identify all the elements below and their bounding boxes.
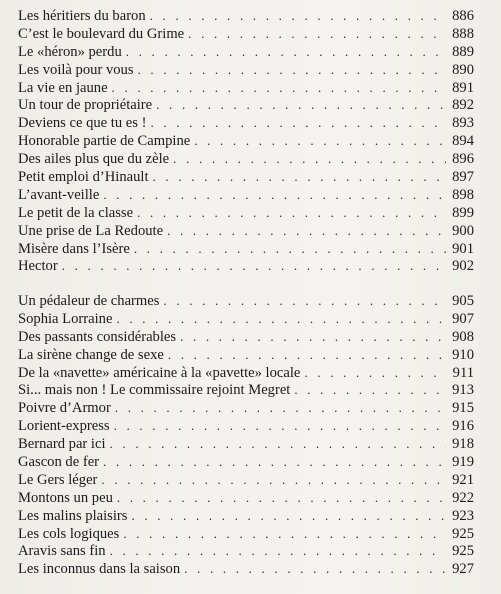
dot-leader [115, 399, 446, 417]
dot-leader [150, 114, 446, 132]
toc-entry [18, 560, 474, 578]
toc-entry-title: Honorable partie de Campine [18, 133, 191, 150]
toc-entry [18, 328, 474, 346]
toc-entry-page-number: 898 [452, 186, 474, 203]
dot-leader [131, 507, 446, 525]
toc-entry-page-number: 911 [452, 364, 474, 381]
toc-entry [18, 114, 474, 132]
dot-leader [103, 453, 446, 471]
toc-entry-title: Une prise de La Redoute [18, 222, 164, 239]
toc-entry-title: Les voilà pour vous [18, 61, 134, 78]
dot-leader [184, 560, 446, 578]
toc-entry-page-number: 910 [452, 346, 474, 363]
toc-entry-page-number: 894 [452, 133, 474, 150]
toc-entry-page-number: 900 [452, 222, 474, 239]
toc-entry-page-number: 890 [452, 61, 474, 78]
dot-leader [114, 417, 446, 435]
dot-leader [110, 435, 446, 453]
toc-entry [18, 489, 474, 507]
toc-entry-page-number: 918 [452, 436, 474, 453]
dot-leader [62, 257, 446, 275]
toc-entry [18, 240, 474, 258]
toc-entry [18, 132, 474, 150]
toc-entry [18, 204, 474, 222]
toc-entry-page-number: 916 [452, 418, 474, 435]
toc-entry-page-number: 913 [452, 382, 474, 399]
toc-entry [18, 542, 474, 560]
dot-leader [123, 525, 446, 543]
toc-entry-page-number: 892 [452, 97, 474, 114]
toc-entry-title: De la «navette» américaine à la «pavette» locale [18, 364, 301, 381]
toc-entry-title: Misère dans l’Isère [18, 240, 130, 257]
dot-leader [173, 150, 446, 168]
toc-entry-title: Aravis sans fin [18, 543, 106, 560]
toc-entry-page-number: 927 [452, 561, 474, 578]
toc-entry-title: Deviens ce que tu es ! [18, 115, 147, 132]
toc-entry-page-number: 925 [452, 525, 474, 542]
dot-leader [294, 381, 446, 399]
toc-entry [18, 257, 474, 275]
toc-entry-page-number: 923 [452, 507, 474, 524]
dot-leader [116, 310, 446, 328]
toc-entry-title: Les inconnus dans la saison [18, 561, 181, 578]
dot-leader [194, 132, 446, 150]
toc-entry-title: Les malins plaisirs [18, 507, 128, 524]
toc-entry [18, 7, 474, 25]
toc-entry-title: Si... mais non ! Le commissaire rejoint Megret [18, 382, 291, 399]
toc-entry-title: Sophia Lorraine [18, 310, 113, 327]
dot-leader [137, 204, 446, 222]
toc-entry [18, 186, 474, 204]
toc-entry-title: Lorient-express [18, 418, 110, 435]
dot-leader [138, 61, 446, 79]
dot-leader [163, 292, 446, 310]
toc-entry [18, 25, 474, 43]
toc-group [18, 7, 474, 275]
toc-entry [18, 222, 474, 240]
toc-entry-page-number: 888 [452, 25, 474, 42]
toc-entry-title: Hector [18, 258, 58, 275]
toc-entry-title: Un tour de propriétaire [18, 97, 153, 114]
toc-entry-title: La vie en jaune [18, 79, 108, 96]
toc-entry-title: Petit emploi d’Hinault [18, 169, 149, 186]
toc-entry [18, 346, 474, 364]
toc-entry-page-number: 922 [452, 489, 474, 506]
dot-leader [304, 364, 446, 382]
toc-entry [18, 525, 474, 543]
toc-entry-title: Les cols logiques [18, 525, 120, 542]
dot-leader [126, 43, 446, 61]
toc-entry-page-number: 905 [452, 293, 474, 309]
toc-entry-page-number: 908 [452, 328, 474, 345]
toc-entry-page-number: 925 [452, 543, 474, 560]
dot-leader [103, 186, 446, 204]
toc-entry [18, 310, 474, 328]
dot-leader [110, 542, 446, 560]
dot-leader [168, 346, 446, 364]
toc-entry [18, 471, 474, 489]
toc-entry [18, 96, 474, 114]
toc-entry [18, 453, 474, 471]
toc-entry-title: Un pédaleur de charmes [18, 293, 160, 309]
toc-entry-page-number: 899 [452, 204, 474, 221]
toc-entry-title: Le «héron» perdu [18, 43, 122, 60]
toc-entry [18, 61, 474, 79]
toc-group [18, 292, 474, 578]
toc-entry-title: Des ailes plus que du zèle [18, 151, 170, 168]
toc-entry [18, 381, 474, 399]
toc-entry-page-number: 921 [452, 471, 474, 488]
toc-entry [18, 435, 474, 453]
toc-entry-title: Poivre d’Armor [18, 400, 111, 417]
toc-entry [18, 43, 474, 61]
toc-entry-page-number: 919 [452, 454, 474, 471]
toc-entry-title: Des passants considérables [18, 328, 177, 345]
dot-leader [134, 240, 446, 258]
dot-leader [117, 489, 446, 507]
toc-entry-title: Les héritiers du baron [18, 8, 146, 24]
toc-entry-page-number: 886 [452, 8, 474, 24]
dot-leader [167, 222, 446, 240]
dot-leader [150, 7, 446, 25]
toc-entry-page-number: 891 [452, 79, 474, 96]
toc-entry-title: Le Gers léger [18, 471, 98, 488]
toc-entry-page-number: 915 [452, 400, 474, 417]
dot-leader [156, 96, 446, 114]
toc-entry-title: C’est le boulevard du Grime [18, 25, 185, 42]
toc-entry [18, 507, 474, 525]
toc-entry-title: Montons un peu [18, 489, 113, 506]
toc-entry [18, 292, 474, 310]
dot-leader [112, 79, 446, 97]
dot-leader [153, 168, 446, 186]
toc-entry [18, 168, 474, 186]
toc-entry [18, 150, 474, 168]
toc-entry [18, 399, 474, 417]
toc-entry-title: L’avant-veille [18, 186, 100, 203]
toc-entry-page-number: 893 [452, 115, 474, 132]
toc-entry-page-number: 907 [452, 310, 474, 327]
dot-leader [101, 471, 446, 489]
toc-entry-title: Gascon de fer [18, 454, 100, 471]
toc-entry-page-number: 889 [452, 43, 474, 60]
toc-entry [18, 364, 474, 382]
toc-entry-page-number: 897 [452, 169, 474, 186]
toc-entry-page-number: 901 [452, 240, 474, 257]
dot-leader [180, 328, 446, 346]
toc-entry-title: La sirène change de sexe [18, 346, 164, 363]
dot-leader [188, 25, 446, 43]
toc-entry-page-number: 896 [452, 151, 474, 168]
toc-entry-title: Bernard par ici [18, 436, 106, 453]
toc-entry-page-number: 902 [452, 258, 474, 275]
toc-entry [18, 417, 474, 435]
toc-entry [18, 79, 474, 97]
toc-entry-title: Le petit de la classe [18, 204, 134, 221]
